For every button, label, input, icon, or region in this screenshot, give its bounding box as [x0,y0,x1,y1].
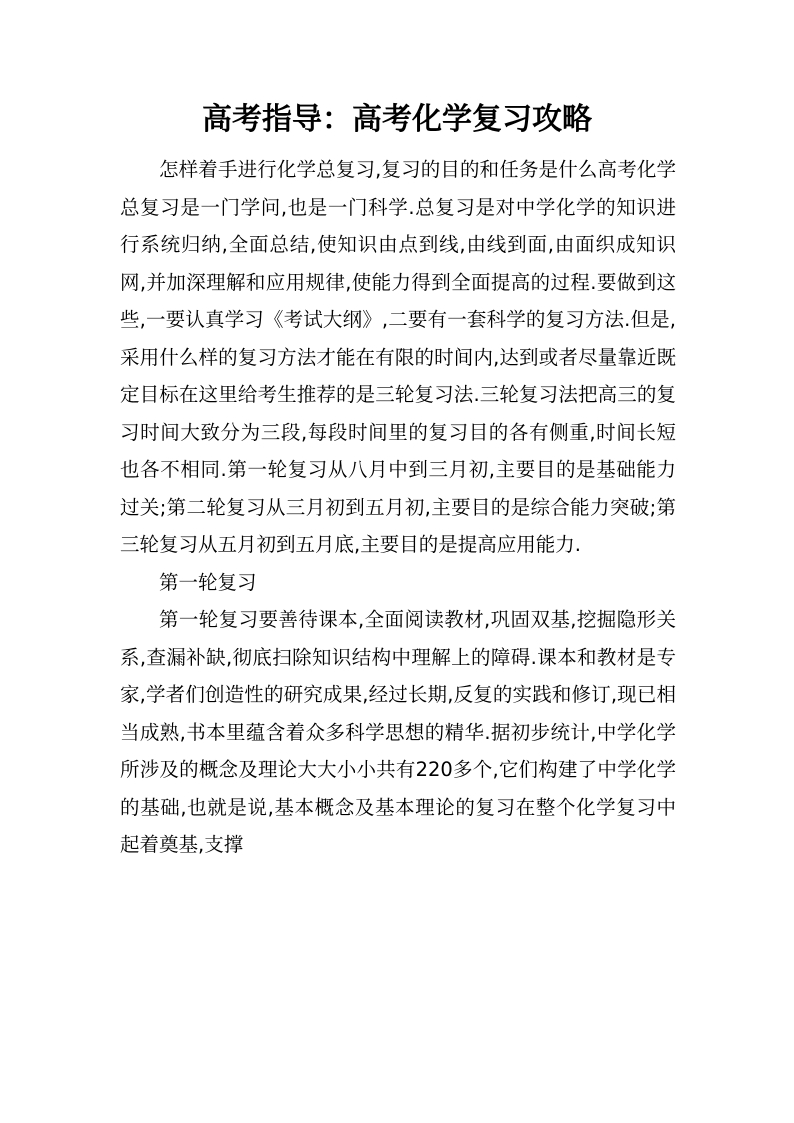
intro-paragraph: 怎样着手进行化学总复习,复习的目的和任务是什么高考化学总复习是一门学问,也是一门科学.总复习是对中学化学的知识进行系统归纳,全面总结,使知识由点到线,由线到面,由面织成知识网,并加深理解和应用规律,使能力得到全面提高的过程.要做到这些,一要认真学习《考试大纲》,二要有一套科学的复习方法.但是,采用什么样的复习方法才能在有限的时间内,达到或者尽量靠近既定目标在这里给考生推荐的是三轮复习法.三轮复习法把高三的复习时间大致分为三段,每段时间里的复习目的各有侧重,时间长短也各不相同.第一轮复习从八月中到三月初,主要目的是基础能力过关;第二轮复习从三月初到五月初,主要目的是综合能力突破;第三轮复习从五月初到五月底,主要目的是提高应用能力. [120,158,676,556]
document-body [120,151,676,864]
section-paragraph: 第一轮复习要善待课本,全面阅读教材,巩固双基,挖掘隐形关系,查漏补缺,彻底扫除知识结构中理解上的障碍.课本和教材是专家,学者们创造性的研究成果,经过长期,反复的实践和修订,现已相当成熟,书本里蕴含着众多科学思想的精华.据初步统计,中学化学所涉及的概念及理论大大小小共有220多个,它们构建了中学化学的基础,也就是说,基本概念及基本理论的复习在整个化学复习中起着奠基,支撑 [120,608,676,856]
section-heading: 第一轮复习 [159,570,257,594]
document-title: 高考指导：高考化学复习攻略 [202,102,592,137]
